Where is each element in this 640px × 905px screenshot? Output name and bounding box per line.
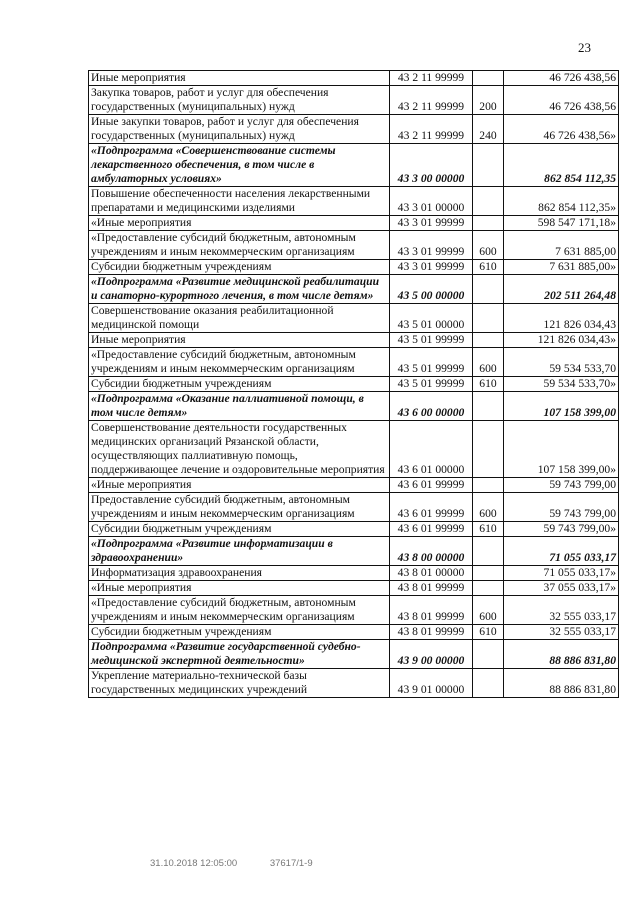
table-row xyxy=(89,377,619,392)
row-sum: 59 534 533,70» xyxy=(504,377,619,392)
row-type: 610 xyxy=(473,522,504,537)
row-name: Совершенствование оказания реабилитационной медицинской помощи xyxy=(89,304,390,333)
row-name: «Подпрограмма «Совершенствование системы лекарственного обеспечения, в том числе в амбулаторных условиях» xyxy=(89,144,390,187)
row-sum: 862 854 112,35» xyxy=(504,187,619,216)
row-name: Субсидии бюджетным учреждениям xyxy=(89,625,390,640)
row-code: 43 5 00 00000 xyxy=(390,275,473,304)
row-code: 43 6 01 99999 xyxy=(390,522,473,537)
row-name: Повышение обеспеченности населения лекарственными препаратами и медицинскими изделиями xyxy=(89,187,390,216)
row-code: 43 8 01 99999 xyxy=(390,581,473,596)
row-type: 200 xyxy=(473,86,504,115)
budget-table xyxy=(88,70,619,698)
row-name: «Подпрограмма «Оказание паллиативной помощи, в том числе детям» xyxy=(89,392,390,421)
row-code: 43 2 11 99999 xyxy=(390,115,473,144)
row-code: 43 5 01 99999 xyxy=(390,333,473,348)
row-code: 43 2 11 99999 xyxy=(390,86,473,115)
table-row xyxy=(89,187,619,216)
row-code: 43 3 00 00000 xyxy=(390,144,473,187)
footer-timestamp: 31.10.2018 12:05:00 xyxy=(150,858,238,869)
table-row xyxy=(89,231,619,260)
row-type xyxy=(473,392,504,421)
table-row xyxy=(89,71,619,86)
table-row xyxy=(89,115,619,144)
table-row xyxy=(89,216,619,231)
row-name: «Иные мероприятия xyxy=(89,581,390,596)
table-row xyxy=(89,86,619,115)
row-sum: 32 555 033,17 xyxy=(504,596,619,625)
subprogram-row xyxy=(89,537,619,566)
table-row xyxy=(89,596,619,625)
table-row xyxy=(89,581,619,596)
footer-doc-id: 37617/1-9 xyxy=(269,858,313,869)
row-sum: 71 055 033,17» xyxy=(504,566,619,581)
subprogram-row xyxy=(89,640,619,669)
row-name: Иные мероприятия xyxy=(89,333,390,348)
row-name: «Иные мероприятия xyxy=(89,478,390,493)
row-sum: 7 631 885,00 xyxy=(504,231,619,260)
row-name: «Предоставление субсидий бюджетным, автономным учреждениям и иным некоммерческим организациям xyxy=(89,348,390,377)
row-type xyxy=(473,421,504,478)
row-code: 43 6 01 99999 xyxy=(390,493,473,522)
row-sum: 862 854 112,35 xyxy=(504,144,619,187)
row-type xyxy=(473,333,504,348)
table-row xyxy=(89,493,619,522)
row-type xyxy=(473,581,504,596)
row-name: Информатизация здравоохранения xyxy=(89,566,390,581)
table-row xyxy=(89,669,619,698)
table-row xyxy=(89,566,619,581)
row-code: 43 3 01 99999 xyxy=(390,216,473,231)
row-sum: 121 826 034,43 xyxy=(504,304,619,333)
row-type: 600 xyxy=(473,596,504,625)
row-name: Иные мероприятия xyxy=(89,71,390,86)
table-row xyxy=(89,304,619,333)
table-row xyxy=(89,260,619,275)
table-row xyxy=(89,333,619,348)
row-code: 43 8 01 99999 xyxy=(390,596,473,625)
page-number: 23 xyxy=(578,40,591,55)
row-name: Субсидии бюджетным учреждениям xyxy=(89,260,390,275)
row-type xyxy=(473,478,504,493)
row-sum: 59 743 799,00 xyxy=(504,478,619,493)
row-sum: 7 631 885,00» xyxy=(504,260,619,275)
row-sum: 121 826 034,43» xyxy=(504,333,619,348)
row-type: 610 xyxy=(473,260,504,275)
subprogram-row xyxy=(89,144,619,187)
row-type: 600 xyxy=(473,493,504,522)
row-type: 600 xyxy=(473,231,504,260)
row-name: Субсидии бюджетным учреждениям xyxy=(89,522,390,537)
row-name: «Предоставление субсидий бюджетным, автономным учреждениям и иным некоммерческим организациям xyxy=(89,231,390,260)
row-type: 610 xyxy=(473,377,504,392)
row-type xyxy=(473,669,504,698)
row-sum: 88 886 831,80 xyxy=(504,669,619,698)
row-type xyxy=(473,187,504,216)
row-name: «Подпрограмма «Развитие информатизации в здравоохранении» xyxy=(89,537,390,566)
page-footer xyxy=(150,858,343,869)
row-type xyxy=(473,566,504,581)
row-code: 43 5 01 00000 xyxy=(390,304,473,333)
row-code: 43 3 01 00000 xyxy=(390,187,473,216)
row-sum: 107 158 399,00 xyxy=(504,392,619,421)
row-sum: 59 743 799,00 xyxy=(504,493,619,522)
subprogram-row xyxy=(89,392,619,421)
row-sum: 107 158 399,00» xyxy=(504,421,619,478)
table-row xyxy=(89,348,619,377)
row-code: 43 8 00 00000 xyxy=(390,537,473,566)
row-code: 43 9 00 00000 xyxy=(390,640,473,669)
row-sum: 46 726 438,56 xyxy=(504,71,619,86)
row-code: 43 8 01 00000 xyxy=(390,566,473,581)
row-sum: 59 534 533,70 xyxy=(504,348,619,377)
row-type xyxy=(473,537,504,566)
row-type xyxy=(473,304,504,333)
row-type xyxy=(473,71,504,86)
row-code: 43 6 00 00000 xyxy=(390,392,473,421)
row-name: Предоставление субсидий бюджетным, автономным учреждениям и иным некоммерческим организациям xyxy=(89,493,390,522)
row-name: Субсидии бюджетным учреждениям xyxy=(89,377,390,392)
row-sum: 71 055 033,17 xyxy=(504,537,619,566)
row-sum: 598 547 171,18» xyxy=(504,216,619,231)
row-sum: 88 886 831,80 xyxy=(504,640,619,669)
row-type xyxy=(473,640,504,669)
row-name: Совершенствование деятельности государственных медицинских организаций Рязанской области, осуществляющих паллиативную помощь, поддерживающее лечение и оздоровительные мероприятия xyxy=(89,421,390,478)
row-code: 43 3 01 99999 xyxy=(390,231,473,260)
row-code: 43 8 01 99999 xyxy=(390,625,473,640)
table-row xyxy=(89,421,619,478)
row-type: 600 xyxy=(473,348,504,377)
row-sum: 202 511 264,48 xyxy=(504,275,619,304)
row-sum: 59 743 799,00» xyxy=(504,522,619,537)
table-row xyxy=(89,625,619,640)
row-name: Иные закупки товаров, работ и услуг для обеспечения государственных (муниципальных) нужд xyxy=(89,115,390,144)
row-sum: 46 726 438,56 xyxy=(504,86,619,115)
row-name: Подпрограмма «Развитие государственной судебно-медицинской экспертной деятельности» xyxy=(89,640,390,669)
row-type: 610 xyxy=(473,625,504,640)
row-name: «Подпрограмма «Развитие медицинской реабилитации и санаторно-курортного лечения, в том числе детям» xyxy=(89,275,390,304)
row-type xyxy=(473,144,504,187)
row-code: 43 2 11 99999 xyxy=(390,71,473,86)
row-code: 43 6 01 00000 xyxy=(390,421,473,478)
row-type: 240 xyxy=(473,115,504,144)
row-name: Укрепление материально-технической базы государственных медицинских учреждений xyxy=(89,669,390,698)
row-code: 43 5 01 99999 xyxy=(390,348,473,377)
row-name: Закупка товаров, работ и услуг для обеспечения государственных (муниципальных) нужд xyxy=(89,86,390,115)
row-code: 43 6 01 99999 xyxy=(390,478,473,493)
row-sum: 46 726 438,56» xyxy=(504,115,619,144)
row-name: «Предоставление субсидий бюджетным, автономным учреждениям и иным некоммерческим организациям xyxy=(89,596,390,625)
row-sum: 37 055 033,17» xyxy=(504,581,619,596)
table-row xyxy=(89,478,619,493)
row-sum: 32 555 033,17 xyxy=(504,625,619,640)
row-code: 43 3 01 99999 xyxy=(390,260,473,275)
row-type xyxy=(473,275,504,304)
table-row xyxy=(89,522,619,537)
row-name: «Иные мероприятия xyxy=(89,216,390,231)
row-code: 43 9 01 00000 xyxy=(390,669,473,698)
row-type xyxy=(473,216,504,231)
row-code: 43 5 01 99999 xyxy=(390,377,473,392)
subprogram-row xyxy=(89,275,619,304)
